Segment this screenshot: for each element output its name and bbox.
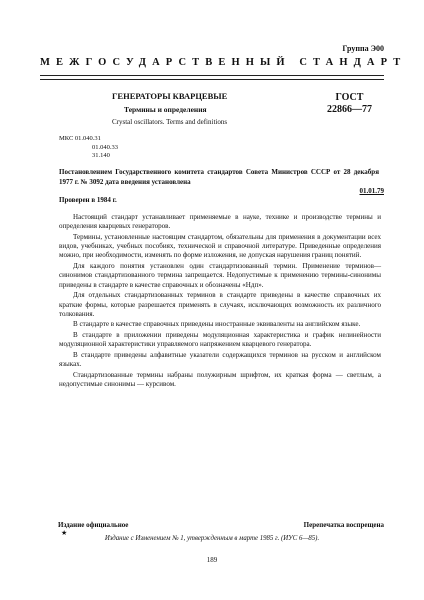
star-icon: ★	[61, 529, 68, 537]
header-rule-bottom	[40, 79, 384, 80]
gost-code: 22866—77	[327, 104, 372, 115]
standard-type-heading: МЕЖГОСУДАРСТВЕННЫЙ СТАНДАРТ	[40, 57, 407, 68]
checked-note: Проверен в 1984 г.	[59, 196, 117, 204]
paragraph: Для отдельных стандартизованных терминов в стандарте приведены в качестве справочных их краткие формы, которые разрешается применять в случаях, исключающих возможность их различного толкования.	[59, 291, 381, 318]
gost-number	[327, 92, 372, 116]
paragraph: В стандарте в приложении приведены модуляционная характеристика и график нелинейности модуляционной характеристики управляемого напряжением кварцевого генератора.	[59, 331, 381, 349]
introduction-date: 01.01.79	[359, 187, 384, 195]
paragraph: Настоящий стандарт устанавливает применяемые в науке, технике и производстве термины и определения кварцевых генераторов.	[59, 213, 381, 231]
document-title: ГЕНЕРАТОРЫ КВАРЦЕВЫЕ	[112, 91, 228, 101]
paragraph: Термины, установленные настоящим стандартом, обязательны для применения в документации всех видов, учебниках, учебных пособиях, технической и справочной литературе. Приведенные определения можно, при необходимости, изменять по форме изложения, не допуская нарушения границ понятий.	[59, 232, 381, 260]
reprint-prohibited-label: Перепечатка воспрещена	[303, 521, 384, 529]
official-edition-label: Издание официальное	[58, 521, 129, 529]
edition-note: Издание с Изменением № 1, утвержденным в марте 1985 г. (ИУС 6—85).	[104, 535, 320, 542]
paragraph: В стандарте приведены алфавитные указатели содержащихся терминов на русском и английском языках.	[59, 350, 381, 369]
page-number: 189	[206, 556, 218, 564]
gost-label: ГОСТ	[335, 92, 364, 103]
body-text	[59, 213, 381, 391]
english-title: Crystal oscillators. Terms and definitions	[112, 118, 228, 126]
header-rule-top	[40, 75, 384, 76]
paragraph: В стандарте в качестве справочных приведены иностранные эквиваленты на английском языке.	[73, 320, 361, 329]
mks-codes	[59, 135, 118, 161]
group-code: Группа Э00	[342, 44, 384, 53]
decree-text: Постановлением Государственного комитета стандартов Совета Министров СССР от 28 декабря 1977 г. № 3092 дата введения установлена	[59, 168, 379, 186]
mks-code-1: МКС 01.040.31	[59, 135, 101, 142]
paragraph: Для каждого понятия установлен один стандартизованный термин. Применение терминов—синонимов стандартизованного термина запрещается. Недопустимые к применению термины-синонимы приведены в стандарте в качестве справочных и обозначены «Ндп».	[59, 262, 381, 289]
document-subtitle: Термины и определения	[124, 105, 207, 114]
mks-code-2: 01.040.33	[92, 143, 118, 151]
paragraph: Стандартизованные термины набраны полужирным шрифтом, их краткая форма — светлым, а недопустимые синонимы — курсивом.	[59, 370, 381, 389]
mks-code-3: 31.140	[92, 152, 110, 159]
